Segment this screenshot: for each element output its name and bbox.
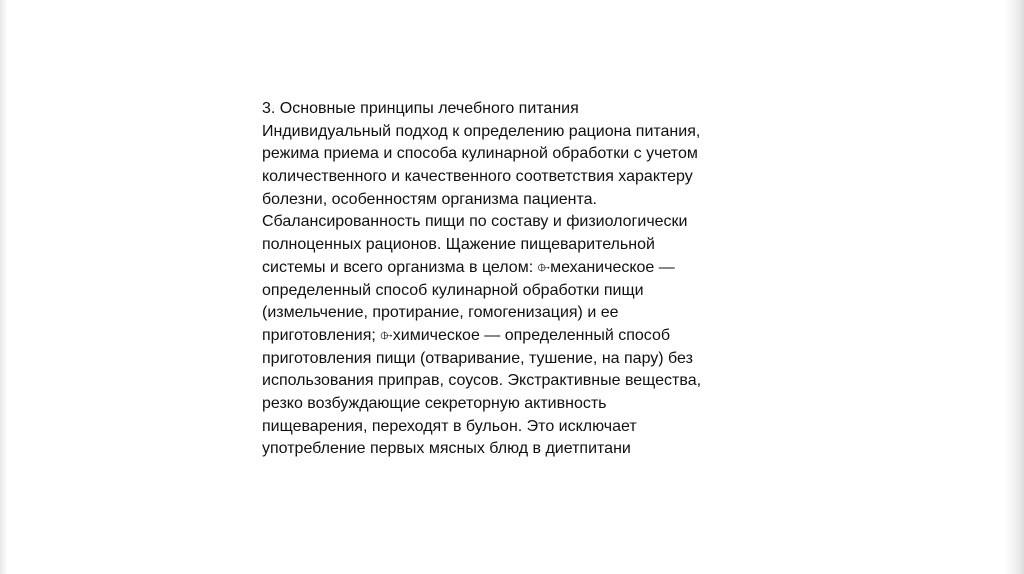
- body-line: приготовления пищи (отваривание, тушение, на пару) без: [262, 349, 693, 367]
- slide-left-edge-shadow: [0, 0, 8, 574]
- body-line: количественного и качественного соответствия характеру: [262, 168, 693, 186]
- body-line: Сбалансированность пищи по составу и физиологически: [262, 213, 688, 231]
- body-line: резко возбуждающие секреторную активность: [262, 394, 607, 412]
- body-line: пищеварения, переходят в бульон. Это исключает: [262, 417, 637, 435]
- body-line: болезни, особенностям организма пациента.: [262, 190, 597, 208]
- slide-right-edge-shadow: [1004, 0, 1024, 574]
- body-line: использования приправ, соусов. Экстрактивные вещества,: [262, 372, 702, 390]
- body-line: (измельчение, протирание, гомогенизация) и ее: [262, 304, 619, 322]
- body-line: приготовления; ⌱химическое — определенный способ: [262, 326, 671, 344]
- body-line: режима приема и способа кулинарной обработки с учетом: [262, 145, 698, 163]
- body-line: определенный способ кулинарной обработки пищи: [262, 281, 644, 299]
- slide-heading-line: 3. Основные принципы лечебного питания: [262, 100, 579, 117]
- body-line: системы и всего организма в целом: ⌱механическое —: [262, 258, 675, 276]
- body-line: употребление первых мясных блюд в диетпитани: [262, 440, 631, 458]
- slide-text-block: [262, 98, 782, 461]
- body-line: полноценных рационов. Щажение пищеварительной: [262, 236, 655, 254]
- body-line: Индивидуальный подход к определению рациона питания,: [262, 122, 701, 140]
